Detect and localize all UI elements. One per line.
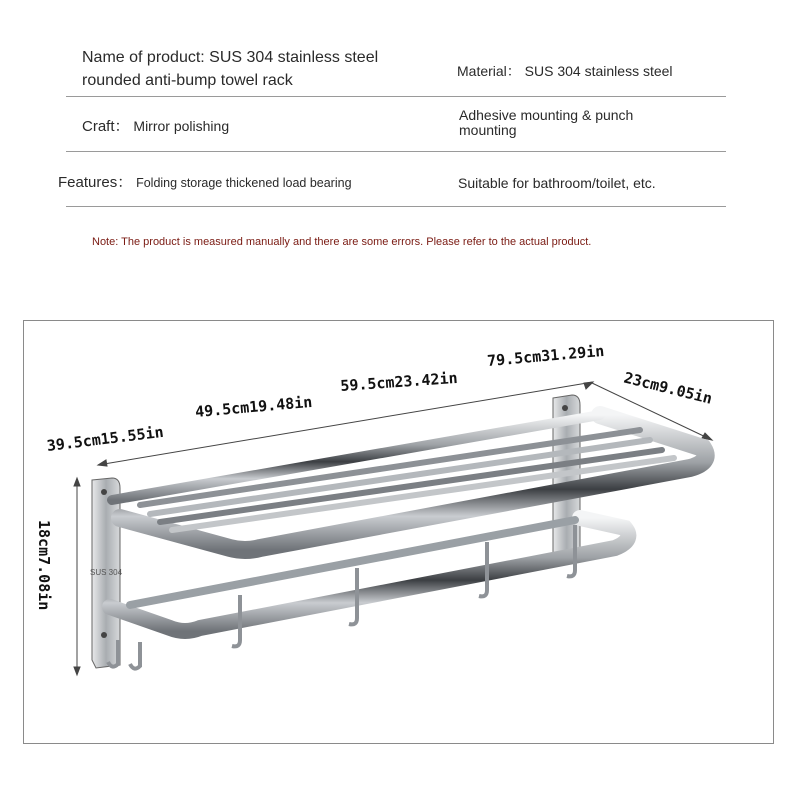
- product-name-line1: Name of product: SUS 304 stainless steel: [82, 49, 379, 66]
- mounting-line2: mounting: [459, 122, 517, 139]
- features-label: Features：: [58, 174, 133, 191]
- length-label-4: 79.5cm31.29in: [486, 341, 605, 370]
- height-label: 18cm7.08in: [35, 520, 53, 611]
- arrow-head: [74, 667, 80, 675]
- mounting-line1: Adhesive mounting & punch: [459, 107, 634, 123]
- screw-hole: [101, 632, 107, 638]
- length-label-2: 49.5cm19.48in: [194, 392, 313, 421]
- screw-hole: [562, 405, 568, 411]
- engraving: SUS 304: [90, 568, 123, 577]
- suitable: Suitable for bathroom/toilet, etc.: [458, 175, 656, 191]
- arrow-head: [74, 478, 80, 486]
- measurement-note: Note: The product is measured manually and there are some errors. Please refer to the actual product.: [92, 236, 592, 248]
- depth-label: 23cm9.05in: [622, 368, 714, 408]
- length-label-3: 59.5cm23.42in: [339, 368, 459, 395]
- hook: [130, 642, 140, 669]
- arrow-head: [584, 382, 593, 389]
- arrow-head: [98, 460, 107, 466]
- length-label-1: 39.5cm15.55in: [45, 422, 165, 455]
- features-value: Folding storage thickened load bearing: [136, 176, 352, 190]
- craft-value: Mirror polishing: [133, 118, 230, 134]
- product-name-line2: rounded anti-bump towel rack: [82, 72, 293, 90]
- screw-hole: [101, 489, 107, 495]
- material: Material： SUS 304 stainless steel: [457, 63, 673, 79]
- craft-label: Craft：: [82, 118, 130, 135]
